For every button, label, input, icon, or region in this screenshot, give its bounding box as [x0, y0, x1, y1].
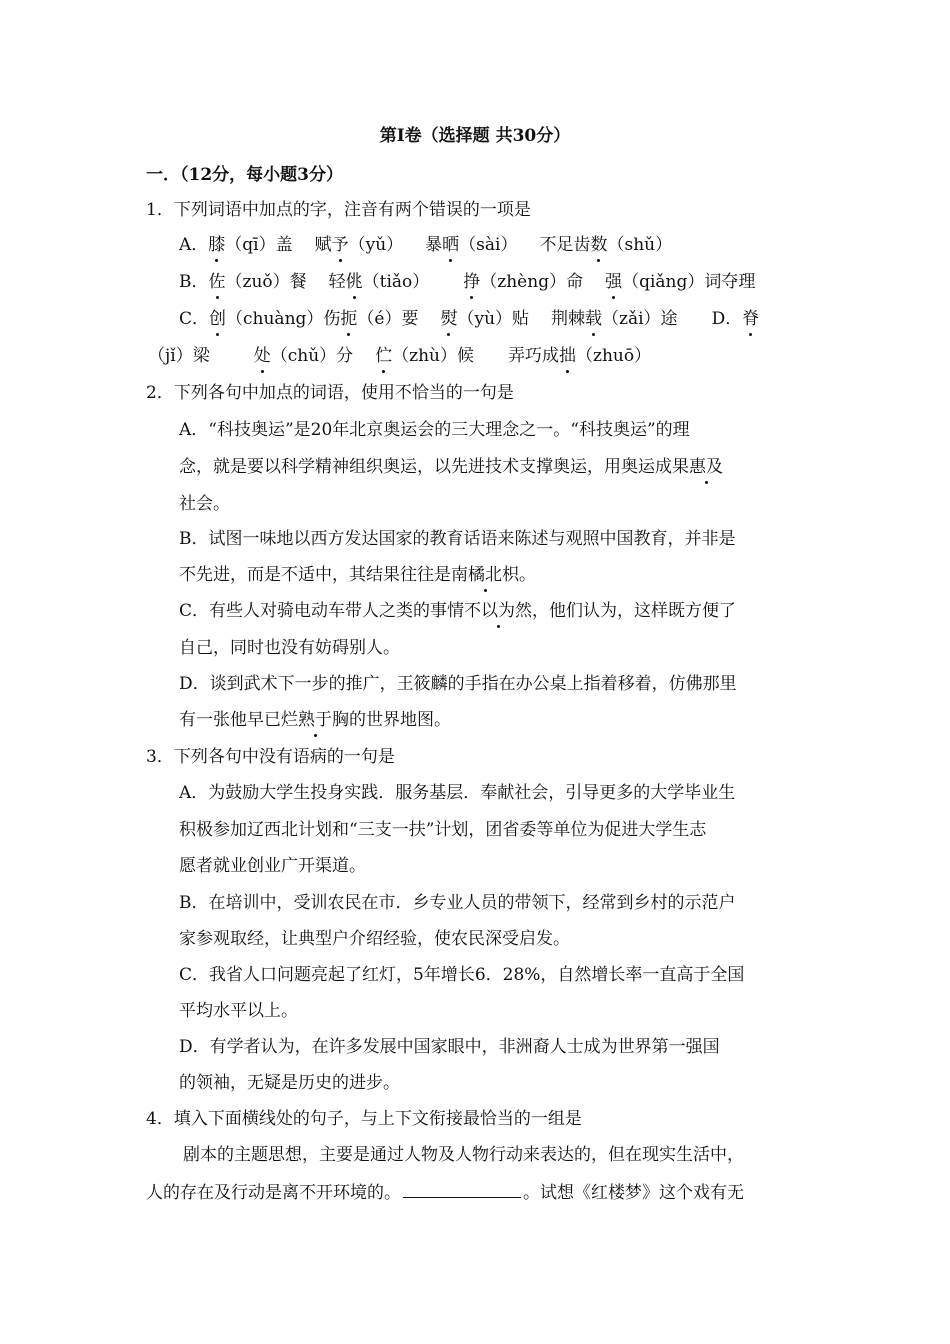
- question-3-option-b-line-1: B．在培训中，受训农民在市．乡专业人员的带领下，经常到乡村的示范户: [179, 893, 736, 913]
- question-2-option-c-line-1: C．有些人对骑电动车带人之类的事情不以为然，他们认为，这样既方便了: [179, 601, 737, 621]
- question-2-stem: 2．下列各句中加点的词语，使用不恰当的一句是: [146, 383, 514, 403]
- dotted-phrase: 南橘北枳: [451, 565, 519, 585]
- question-3-option-c-line-1: C．我省人口问题亮起了红灯，5年增长6．28%，自然增长率一直高于全国: [179, 965, 745, 985]
- question-2-option-b-line-2: 不先进，而是不适中，其结果往往是南橘北枳。: [179, 565, 536, 585]
- question-2-option-a-line-2: 念，就是要以科学精神组织奥运，以先进技术支撑奥运，用奥运成果惠及: [179, 457, 723, 477]
- question-2-option-d-line-1: D．谈到武术下一步的推广，王筱麟的手指在办公桌上指着移着，仿佛那里: [179, 674, 737, 694]
- question-2-option-b-line-1: B．试图一味地以西方发达国家的教育话语来陈述与观照中国教育，并非是: [179, 529, 736, 549]
- question-2-option-a-line-1: A．“科技奥运”是20年北京奥运会的三大理念之一。“科技奥运”的理: [179, 420, 690, 440]
- question-3-stem: 3．下列各句中没有语病的一句是: [146, 747, 395, 767]
- question-1-option-a: A．膝（qī）盖 赋予（yǔ） 暴晒（sài） 不足齿数（shǔ）: [179, 235, 673, 255]
- question-4-passage-line-1: 剧本的主题思想，主要是通过人物及人物行动来表达的，但在现实生活中，: [183, 1145, 744, 1165]
- question-3-option-a-line-3: 愿者就业创业广开渠道。: [179, 856, 366, 876]
- question-3-option-a-line-2: 积极参加辽西北计划和“三支一扶”计划，团省委等单位为促进大学生志: [179, 820, 707, 840]
- question-3-option-a-line-1: A．为鼓励大学生投身实践．服务基层．奉献社会，引导更多的大学毕业生: [179, 783, 736, 803]
- answer-blank: [403, 1182, 521, 1198]
- page-title: 第Ⅰ卷（选择题 共30分）: [379, 126, 571, 146]
- question-3-option-b-line-2: 家参观取经，让典型户介绍经验，使农民深受启发。: [179, 929, 570, 949]
- question-1-option-c: C．创（chuàng）伤扼（é）要 熨（yù）贴 荆棘载（zǎi）途 D．脊: [179, 309, 760, 329]
- dotted-phrase: 惠及: [689, 457, 723, 477]
- question-2-option-a-line-3: 社会。: [179, 494, 230, 514]
- question-2-option-d-line-2: 有一张他早已烂熟于胸的世界地图。: [179, 710, 451, 730]
- question-1-option-b: B．佐（zuǒ）餐 轻佻（tiǎo） 挣（zhèng）命 强（qiǎng）词夺理: [179, 272, 756, 292]
- question-3-option-c-line-2: 平均水平以上。: [179, 1001, 298, 1021]
- question-2-option-c-line-2: 自己，同时也没有妨碍别人。: [179, 638, 400, 658]
- section-heading: 一．（12分，每小题3分）: [146, 165, 343, 185]
- question-3-option-d-line-1: D．有学者认为，在许多发展中国家眼中，非洲裔人士成为世界第一强国: [179, 1037, 720, 1057]
- dotted-phrase: 不以为然: [464, 601, 533, 621]
- question-1-option-d: （jǐ）梁 处（chǔ）分 伫（zhù）候 弄巧成拙（zhuō）: [148, 346, 652, 366]
- question-4-passage-line-2: 人的存在及行动是离不开环境的。 。试想《红楼梦》这个戏有无: [146, 1183, 744, 1203]
- question-3-option-d-line-2: 的领袖，无疑是历史的进步。: [179, 1073, 400, 1093]
- question-1-stem: 1．下列词语中加点的字，注音有两个错误的一项是: [146, 200, 531, 220]
- question-4-stem: 4．填入下面横线处的句子，与上下文衔接最恰当的一组是: [146, 1109, 582, 1129]
- dotted-phrase: 烂熟于胸: [281, 710, 349, 730]
